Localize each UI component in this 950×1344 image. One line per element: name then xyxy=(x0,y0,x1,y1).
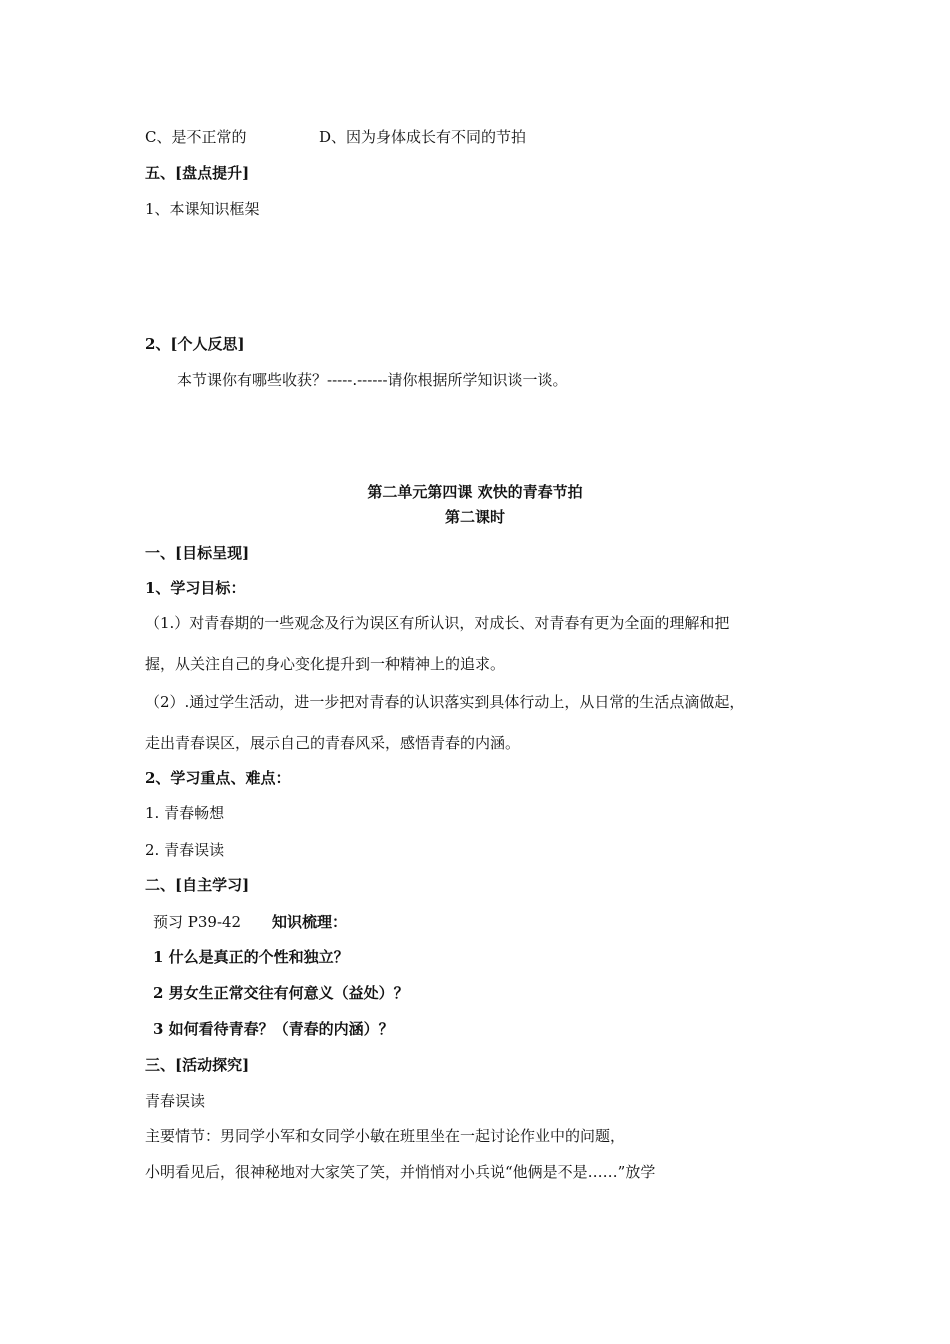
section5-heading: 五、[盘点提升] xyxy=(145,164,250,182)
question-1: 1 什么是真正的个性和独立？ xyxy=(153,948,349,966)
plot-line1: 主要情节：男同学小军和女同学小敏在班里坐在一起讨论作业中的问题， xyxy=(145,1127,626,1145)
option-row xyxy=(145,127,526,147)
item1-framework: 1、本课知识框架 xyxy=(145,200,260,218)
goal2-line2: 走出青春误区，展示自己的青春风采，感悟青春的内涵。 xyxy=(145,734,521,752)
section1-heading: 一、[目标呈现] xyxy=(145,544,250,562)
key-point-1: 1. 青春畅想 xyxy=(145,804,225,822)
goal2-line1: （2）.通过学生活动，进一步把对青春的认识落实到具体行动上，从日常的生活点滴做起， xyxy=(145,693,745,711)
lesson-title: 第二单元第四课 欢快的青春节拍 xyxy=(367,483,583,501)
lesson-subtitle: 第二课时 xyxy=(444,508,505,526)
reflection-prompt: 本节课你有哪些收获？-----.------请你根据所学知识谈一谈。 xyxy=(177,371,568,389)
preview-row xyxy=(153,912,347,932)
option-d: D、因为身体成长有不同的节拍 xyxy=(319,128,527,146)
question-2: 2 男女生正常交往有何意义（益处）？ xyxy=(153,984,409,1002)
item2-reflection: 2、[个人反思] xyxy=(145,335,245,353)
key-points-heading: 2、学习重点、难点： xyxy=(145,769,291,787)
section2-heading: 二、[自主学习] xyxy=(145,876,250,894)
plot-line2: 小明看见后，很神秘地对大家笑了笑，并悄悄对小兵说“他俩是不是……”放学 xyxy=(145,1163,656,1181)
goals-heading: 1、学习目标： xyxy=(145,579,246,597)
preview-label: 预习 P39-42 xyxy=(153,913,242,931)
key-point-2: 2. 青春误读 xyxy=(145,841,225,859)
goal1-line1: （1.）对青春期的一些观念及行为误区有所认识，对成长、对青春有更为全面的理解和把 xyxy=(145,614,730,632)
goal1-line2: 握，从关注自己的身心变化提升到一种精神上的追求。 xyxy=(145,655,506,673)
section3-heading: 三、[活动探究] xyxy=(145,1056,250,1074)
option-c: C、是不正常的 xyxy=(145,128,247,146)
question-3: 3 如何看待青春？（青春的内涵）？ xyxy=(153,1020,394,1038)
knowledge-label: 知识梳理： xyxy=(272,913,348,931)
activity-title: 青春误读 xyxy=(145,1092,206,1110)
